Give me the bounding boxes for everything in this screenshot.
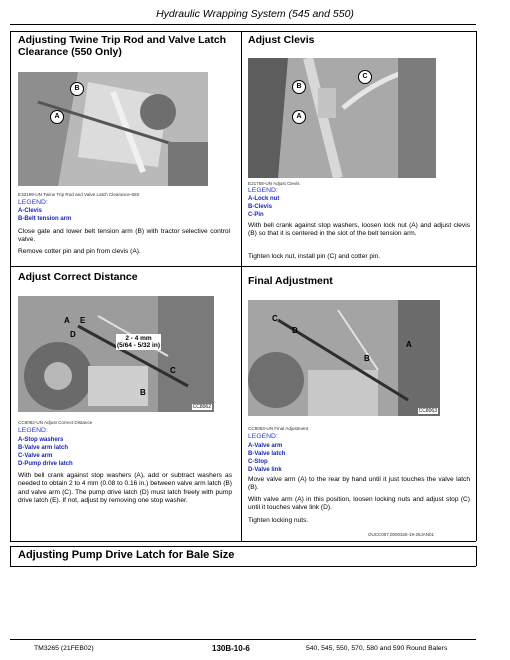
- twine-paragraph: Close gate and lower belt tension arm (B) with tractor selective control valve.: [18, 228, 230, 244]
- final-label-d: D: [292, 326, 298, 335]
- bottom-box-rule: [10, 541, 476, 542]
- bottom-section-rule: [10, 566, 476, 567]
- twine-label-a: A: [50, 110, 64, 124]
- center-divider: [241, 31, 242, 541]
- final-legend-item: C-Stop: [248, 459, 268, 465]
- footer-page-number: 130B-10-6: [212, 644, 250, 653]
- section-title-clevis: Adjust Clevis: [248, 34, 315, 46]
- final-photo: [248, 300, 440, 416]
- clevis-legend-item: C-Pin: [248, 212, 264, 218]
- clevis-legend-item: B-Clevis: [248, 204, 273, 210]
- twine-legend-label: LEGEND:: [18, 199, 48, 206]
- section-title-pump-drive: Adjusting Pump Drive Latch for Bale Size: [18, 549, 235, 561]
- final-reference-code: OUCC007,0000326-19-26JAN01: [368, 532, 435, 537]
- clevis-label-c: C: [358, 70, 372, 84]
- twine-label-b: B: [70, 82, 84, 96]
- clevis-legend-label: LEGEND:: [248, 187, 278, 194]
- left-box-rule: [10, 31, 11, 541]
- clevis-paragraph: With bell crank against stop washers, loosen lock nut (A) and adjust clevis (B) so that it is centered in the slot of the belt tension arm.: [248, 222, 470, 238]
- final-label-a: A: [406, 340, 412, 349]
- twine-legend-item: A-Clevis: [18, 208, 43, 214]
- twine-legend-item: B-Belt tension arm: [18, 216, 72, 222]
- distance-legend-item: B-Valve arm latch: [18, 445, 69, 451]
- distance-legend-item: A-Stop washers: [18, 437, 64, 443]
- mid-rule-right: [241, 266, 476, 267]
- clevis-photo: [248, 58, 436, 178]
- footer-rule: [10, 639, 476, 640]
- bottom-left-rule: [10, 546, 11, 566]
- distance-label-e: E: [80, 316, 86, 325]
- final-legend-item: A-Valve arm: [248, 443, 283, 449]
- section-title-twine-line2: Clearance (550 Only): [18, 46, 122, 58]
- bottom-right-rule: [476, 546, 477, 566]
- distance-paragraph: With bell crank against stop washers (A), add or subtract washers as needed to obtain 2 to 4 mm (0.08 to 0.16 in.) between valve arm latch (B) and valve arm (C). The pump drive latch (D) must latch freely with pump drive latch (E). If not, adjust by removing one stop washer.: [18, 472, 232, 505]
- distance-photo-code: CC8062: [192, 404, 211, 410]
- footer-models: 540, 545, 550, 570, 580 and 590 Round Balers: [306, 645, 448, 652]
- section-title-final: Final Adjustment: [248, 275, 333, 287]
- distance-label-c: C: [170, 366, 176, 375]
- clevis-paragraph: Tighten lock nut, install pin (C) and cotter pin.: [248, 253, 381, 260]
- twine-caption: E32199-UN Twine Trip Rod and Valve Latch Clearance-550: [18, 192, 140, 197]
- final-legend-item: B-Valve latch: [248, 451, 286, 457]
- final-photo-code: CC8063: [418, 408, 437, 414]
- final-legend-label: LEGEND:: [248, 433, 278, 440]
- distance-dimension: [116, 334, 161, 350]
- clevis-caption: E21758-UN Adjust Clevis: [248, 181, 300, 186]
- page-header-title: Hydraulic Wrapping System (545 and 550): [156, 8, 354, 20]
- distance-photo: [18, 296, 214, 412]
- final-paragraph: Tighten locking nuts.: [248, 517, 309, 524]
- distance-label-d: D: [70, 330, 76, 339]
- top-box-rule: [10, 31, 476, 32]
- footer-doc-number: TM3265 (21FEB02): [34, 645, 94, 652]
- final-legend-item: D-Valve link: [248, 467, 282, 473]
- twine-photo: [18, 72, 208, 186]
- clevis-label-a: A: [292, 110, 306, 124]
- section-title-twine-line1: Adjusting Twine Trip Rod and Valve Latch: [18, 34, 227, 46]
- clevis-legend-item: A-Lock nut: [248, 196, 280, 202]
- final-label-b: B: [364, 354, 370, 363]
- distance-caption: CC8062-UN Adjust Correct Distance: [18, 420, 93, 425]
- twine-paragraph: Remove cotter pin and pin from clevis (A).: [18, 248, 141, 255]
- distance-legend-label: LEGEND:: [18, 427, 48, 434]
- mid-rule-left: [10, 266, 241, 267]
- bottom-top-rule: [10, 546, 476, 547]
- distance-label-b: B: [140, 388, 146, 397]
- right-box-rule: [476, 31, 477, 541]
- final-paragraph: With valve arm (A) in this position, loosen locking nuts and adjust stop (C) until it touches valve link (D).: [248, 496, 470, 512]
- header-rule: [10, 24, 476, 25]
- clevis-label-b: B: [292, 80, 306, 94]
- section-title-distance: Adjust Correct Distance: [18, 271, 138, 283]
- dimension-line1: 2 - 4 mm: [125, 335, 152, 342]
- final-label-c: C: [272, 314, 278, 323]
- distance-label-a: A: [64, 316, 70, 325]
- distance-legend-item: C-Valve arm: [18, 453, 53, 459]
- final-caption: CC8063-UN Final Adjustment: [248, 426, 309, 431]
- distance-legend-item: D-Pump drive latch: [18, 461, 73, 467]
- final-paragraph: Move valve arm (A) to the rear by hand until it just touches the valve latch (B).: [248, 476, 470, 492]
- dimension-line2: (5/64 - 5/32 in): [117, 342, 160, 349]
